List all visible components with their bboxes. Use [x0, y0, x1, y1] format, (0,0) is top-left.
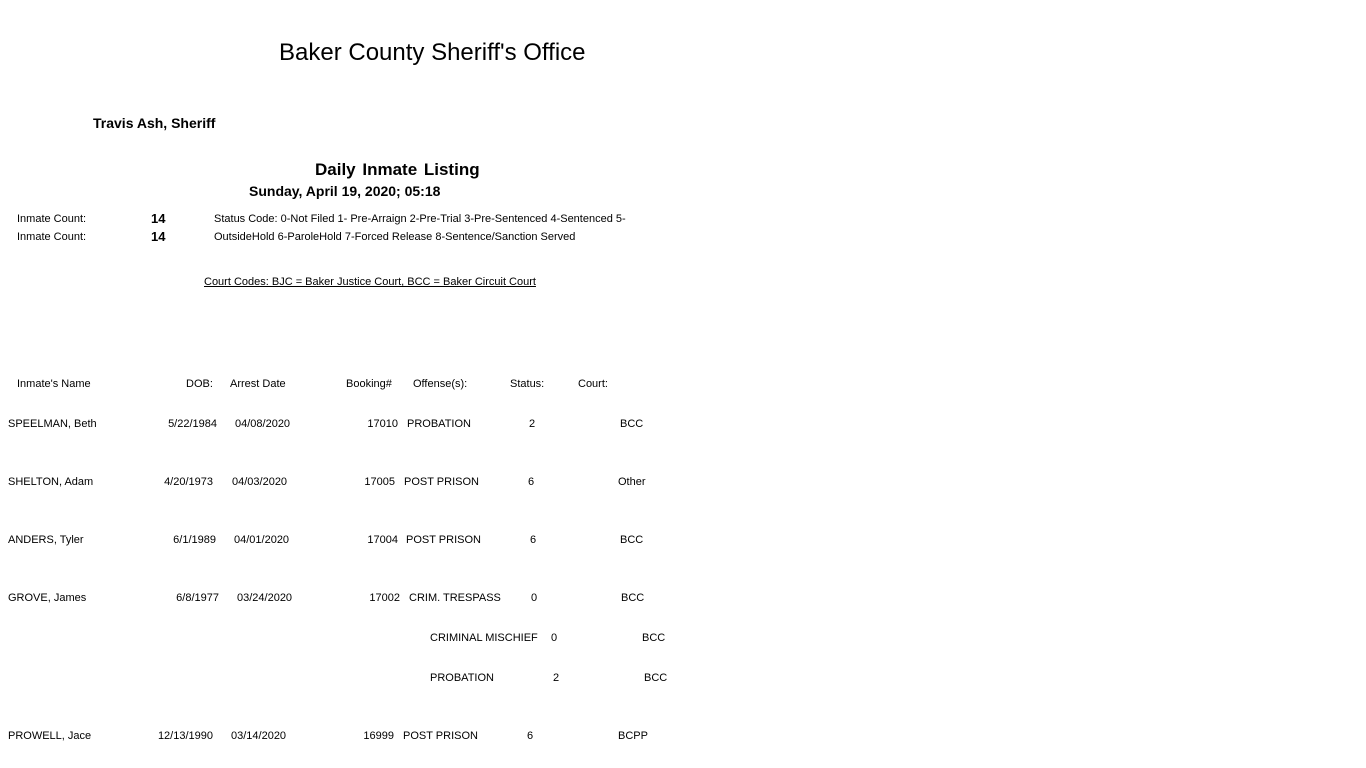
column-header-status: Status: — [510, 378, 545, 390]
additional-court-code: BCC — [642, 632, 666, 644]
column-header-dob: DOB: — [186, 378, 213, 390]
offense: PROBATION — [407, 418, 471, 430]
court-code: Other — [618, 476, 646, 488]
court-code: BCPP — [618, 730, 648, 742]
report-date: Sunday, April 19, 2020; 05:18 — [249, 183, 441, 199]
additional-court-code: BCC — [644, 672, 668, 684]
column-header-booking: Booking# — [346, 378, 392, 390]
court-code: BCC — [621, 592, 645, 604]
additional-offense: CRIMINAL MISCHIEF — [430, 632, 538, 644]
inmate-count-value: 14 — [151, 229, 166, 244]
inmate-count-label: Inmate Count: — [17, 213, 87, 225]
report-title: Daily Inmate Listing — [315, 160, 480, 179]
column-header-offenses: Offense(s): — [413, 378, 468, 390]
inmate-name: SPEELMAN, Beth — [8, 418, 97, 430]
arrest-date: 03/24/2020 — [237, 592, 293, 604]
status-code: 6 — [527, 730, 534, 742]
offense: POST PRISON — [406, 534, 481, 546]
booking-number: 17005 — [364, 476, 395, 488]
additional-offense: PROBATION — [430, 672, 494, 684]
additional-status-code: 0 — [551, 632, 558, 644]
inmate-dob: 6/8/1977 — [176, 592, 219, 604]
column-header-name: Inmate's Name — [17, 378, 91, 390]
arrest-date: 03/14/2020 — [231, 730, 287, 742]
court-codes-legend: Court Codes: BJC = Baker Justice Court, BCC = Baker Circuit Court — [204, 276, 536, 288]
inmate-name: PROWELL, Jace — [8, 730, 92, 742]
arrest-date: 04/01/2020 — [234, 534, 290, 546]
arrest-date: 04/08/2020 — [235, 418, 291, 430]
status-code: 6 — [528, 476, 535, 488]
offense: POST PRISON — [404, 476, 479, 488]
status-code-legend-line1: Status Code: 0-Not Filed 1- Pre-Arraign 2-Pre-Trial 3-Pre-Sentenced 4-Sentenced 5- — [214, 213, 626, 225]
inmate-dob: 12/13/1990 — [157, 730, 213, 742]
offense: POST PRISON — [403, 730, 478, 742]
booking-number: 16999 — [363, 730, 394, 742]
inmate-count-value: 14 — [151, 211, 166, 226]
offense: CRIM. TRESPASS — [409, 592, 501, 604]
booking-number: 17010 — [367, 418, 398, 430]
court-code: BCC — [620, 534, 644, 546]
column-header-arrest-date: Arrest Date — [230, 378, 286, 390]
sheriff-name: Travis Ash, Sheriff — [93, 115, 216, 131]
column-header-court: Court: — [578, 378, 608, 390]
booking-number: 17002 — [369, 592, 400, 604]
status-code: 0 — [531, 592, 538, 604]
court-code: BCC — [620, 418, 644, 430]
status-code-legend-line2: OutsideHold 6-ParoleHold 7-Forced Release 8-Sentence/Sanction Served — [214, 231, 576, 243]
arrest-date: 04/03/2020 — [232, 476, 288, 488]
page-title: Baker County Sheriff's Office — [279, 39, 586, 66]
additional-status-code: 2 — [553, 672, 560, 684]
status-code: 6 — [530, 534, 537, 546]
inmate-dob: 4/20/1973 — [164, 476, 213, 488]
inmate-dob: 6/1/1989 — [173, 534, 216, 546]
booking-number: 17004 — [367, 534, 398, 546]
inmate-dob: 5/22/1984 — [168, 418, 217, 430]
inmate-name: GROVE, James — [8, 592, 87, 604]
inmate-count-label: Inmate Count: — [17, 231, 87, 243]
status-code: 2 — [529, 418, 536, 430]
inmate-name: ANDERS, Tyler — [8, 534, 84, 546]
inmate-name: SHELTON, Adam — [8, 476, 94, 488]
